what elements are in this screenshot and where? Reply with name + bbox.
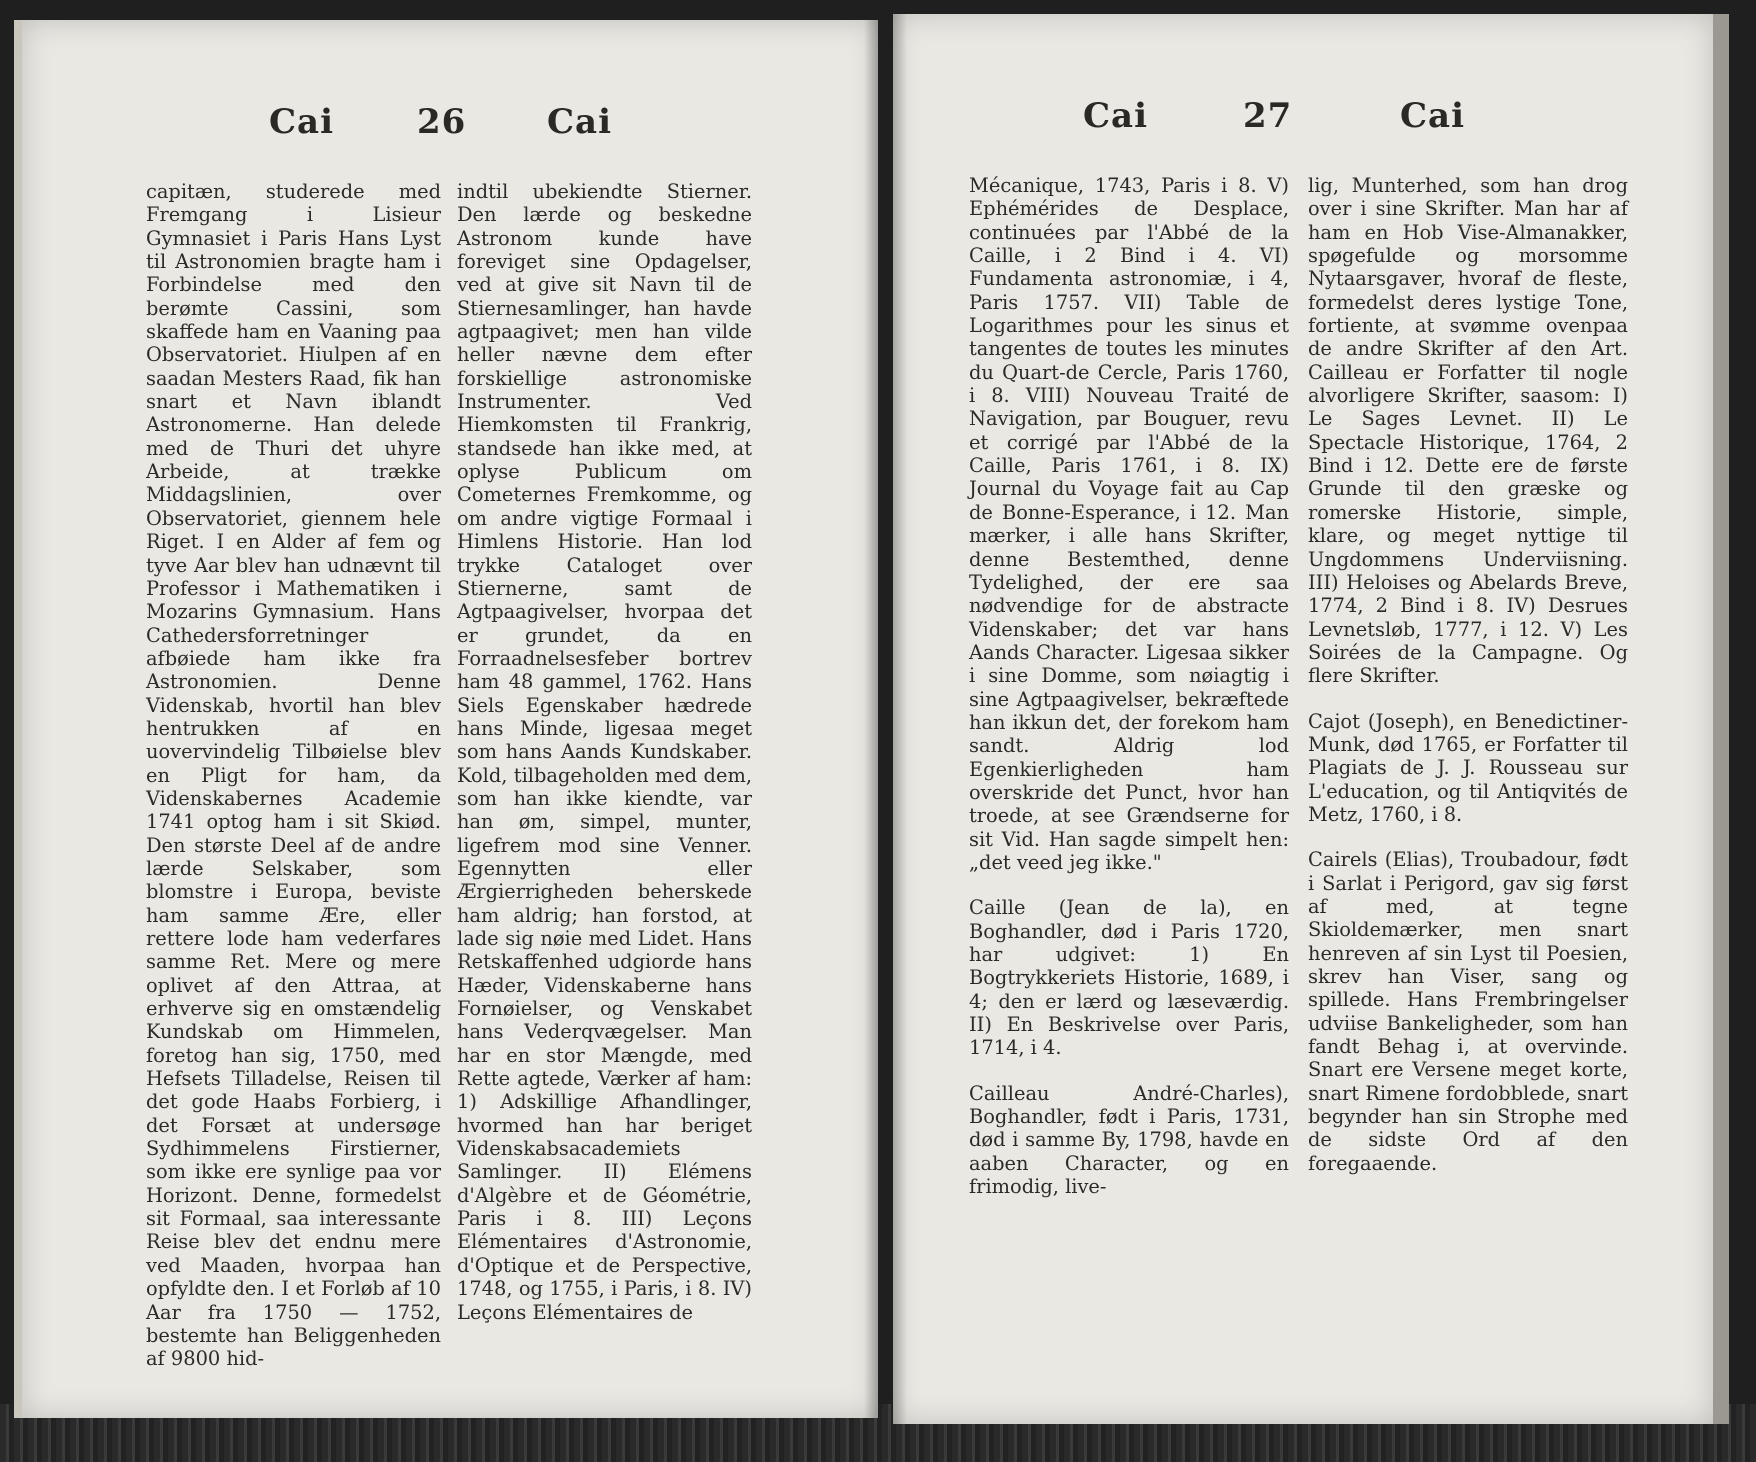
right-page-header [893,96,1713,156]
entry-cairels: Cairels (Elias), Troubadour, født i Sarlat i Perigord, gav sig først af med, at tegne Skioldemærker, men snart henreven af sin Lyst til Poesien, skrev han Viser, sang og spillede. Hans Frembringelser udviise Bankeligheder, som han fandt Behag i, at overvinde. Snart ere Versene meget korte, snart Rimene fordobblede, snart begynder han sin Strophe med de sidste Ord af den foregaaende. [1308,848,1629,1175]
entry-caille-jean: Caille (Jean de la), en Boghandler, død i Paris 1720, har udgivet: 1) En Bogtrykkeriets Historie, 1689, i 4; den er lærd og læseværdig. II) En Beskrivelse over Paris, 1714, i 4. [969,896,1289,1060]
page-number: 27 [1243,96,1293,136]
left-column-2 [457,180,752,1324]
right-page [893,14,1729,1424]
left-page-header [22,102,878,162]
header-keyword-right: Cai [547,102,613,142]
header-keyword-right: Cai [1400,96,1466,136]
left-column-1 [146,180,441,1371]
gutter-shadow [864,20,878,1418]
entry-cailleau: Cailleau André-Charles), Boghandler, født i Paris, 1731, død i samme By, 1798, havde en aaben Character, og en frimodig, live- [969,1081,1289,1199]
entry-cajot: Cajot (Joseph), en Benedictiner-Munk, død 1765, er Forfatter til Plagiats de J. J. Rousseau sur L'education, og til Antiqvités de Metz, 1760, i 8. [1308,709,1628,826]
text-block: capitæn, studerede med Fremgang i Lisieur Gymnasiet i Paris Hans Lyst til Astronomien bragte ham i Forbindelse med den berømte Cassini, som skaffede ham en Vaaning paa Observatoriet. Hiulpen af en saadan Mesters Raad, fik han snart et Navn iblandt Astronomerne. Han delede med de Thuri det uhyre Arbeide, at trække Middagslinien, over Observatoriet, giennem hele Riget. I en Alder af fem og tyve Aar blev han udnævnt til Professor i Mathematiken i Mozarins Gymnasium. Hans Cathedersforretninger afbøiede ham ikke fra Astronomien. Denne Videnskab, hvortil han blev hentrukken af en uovervindelig Tilbøielse blev en Pligt for ham, da Videnskabernes Academie 1741 optog ham i sit Skiød. Den største Deel af de andre lærde Selskaber, som blomstre i Europa, beviste ham samme Ære, eller rettere lode ham vederfares samme Ret. Mere og mere oplivet af den Attraa, at erhverve sig en omstændelig Kundskab om Himmelen, foretog han sig, 1750, med Hefsets Tilladelse, Reisen til det gode Haabs Forbierg, i det Forsæt at undersøge Sydhimmelens Firstierner, som ikke ere synlige paa vor Horizont. Denne, formedelst sit Formaal, saa interessante Reise blev det endnu mere ved Maaden, hvorpaa han opfyldte den. I et Forløb af 10 Aar fra 1750 — 1752, bestemte han Beliggenheden af 9800 hid- [146,180,441,1371]
right-column-2 [1308,174,1628,1175]
header-keyword-left: Cai [269,102,335,142]
page-number: 26 [417,102,467,142]
gutter-shadow [893,14,907,1424]
right-column-1 [969,174,1289,1198]
left-page [14,20,878,1418]
text-block: lig, Munterhed, som han drog over i sine Skrifter. Man har af ham en Hob Vise-Almanakker, spøgefulde og morsomme Nytaarsgaver, hvoraf de fleste, formedelst deres lystige Tone, fortiente, at svømme ovenpaa de andre Skrifter af den Art. Cailleau er Forfatter til nogle alvorligere Skrifter, saasom: I) Le Sages Levnet. II) Le Spectacle Historique, 1764, 2 Bind i 12. Dette ere de første Grunde til den græske og romerske Historie, simple, klare, og meget nyttige til Ungdommens Underviisning. III) Heloises og Abelards Breve, 1774, 2 Bind i 8. IV) Desrues Levnetsløb, 1777, i 12. V) Les Soirées de la Campagne. Og flere Skrifter. [1308,174,1628,688]
header-keyword-left: Cai [1083,96,1149,136]
text-block: indtil ubekiendte Stierner. Den lærde og beskedne Astronom kunde have foreviget sine Opdagelser, ved at give sit Navn til de Stiernesamlinger, han havde agtpaagivet; men han vilde heller nævne dem efter forskiellige astronomiske Instrumenter. Ved Hiemkomsten til Frankrig, standsede han ikke med, at oplyse Publicum om Cometernes Fremkomme, og om andre vigtige Formaal i Himlens Historie. Han lod trykke Cataloget over Stiernerne, samt de Agtpaagivelser, hvorpaa det er grundet, da en Forraadnelsesfeber bortrev ham 48 gammel, 1762. Hans Siels Egenskaber hædrede hans Minde, ligesaa meget som hans Aands Kundskaber. Kold, tilbageholden med dem, som han ikke kiendte, var han øm, simpel, munter, ligefrem mod sine Venner. Egennytten eller Ærgierrigheden beherskede ham aldrig; han forstod, at lade sig nøie med Lidet. Hans Retskaffenhed udgiorde hans Hæder, Videnskaberne hans Fornøielser, og Venskabet hans Vederqvægelser. Man har en stor Mængde, med Rette agtede, Værker af ham: 1) Adskillige Afhandlinger, hvormed han har beriget Videnskabsacademiets Samlinger. II) Elémens d'Algèbre et de Géométrie, Paris i 8. III) Leçons Elémentaires d'Astronomie, d'Optique et de Perspective, 1748, og 1755, i Paris, i 8. IV) Leçons Elémentaires de [457,180,752,1324]
text-block: Mécanique, 1743, Paris i 8. V) Ephémérides de Desplace, continuées par l'Abbé de la Caille, i 2 Bind i 4. VI) Fundamenta astronomiæ, i 4, Paris 1757. VII) Table de Logarithmes pour les sinus et tangentes de toutes les minutes du Quart-de Cercle, Paris 1760, i 8. VIII) Nouveau Traité de Navigation, par Bouguer, revu et corrigé par l'Abbé de la Caille, Paris 1761, i 8. IX) Journal du Voyage fait au Cap de Bonne-Esperance, i 12. Man mærker, i alle hans Skrifter, denne Bestemthed, denne Tydelighed, der ere saa nødvendige for de abstracte Videnskaber; det var hans Aands Character. Ligesaa sikker i sine Domme, som nøiagtig i sine Agtpaagivelser, bekræftede han ikkun det, der forekom ham sandt. Aldrig lod Egenkierligheden ham overskride det Punct, hvor han troede, at see Grændserne for sit Vid. Han sagde simpelt hen: „det veed jeg ikke." [969,174,1289,874]
